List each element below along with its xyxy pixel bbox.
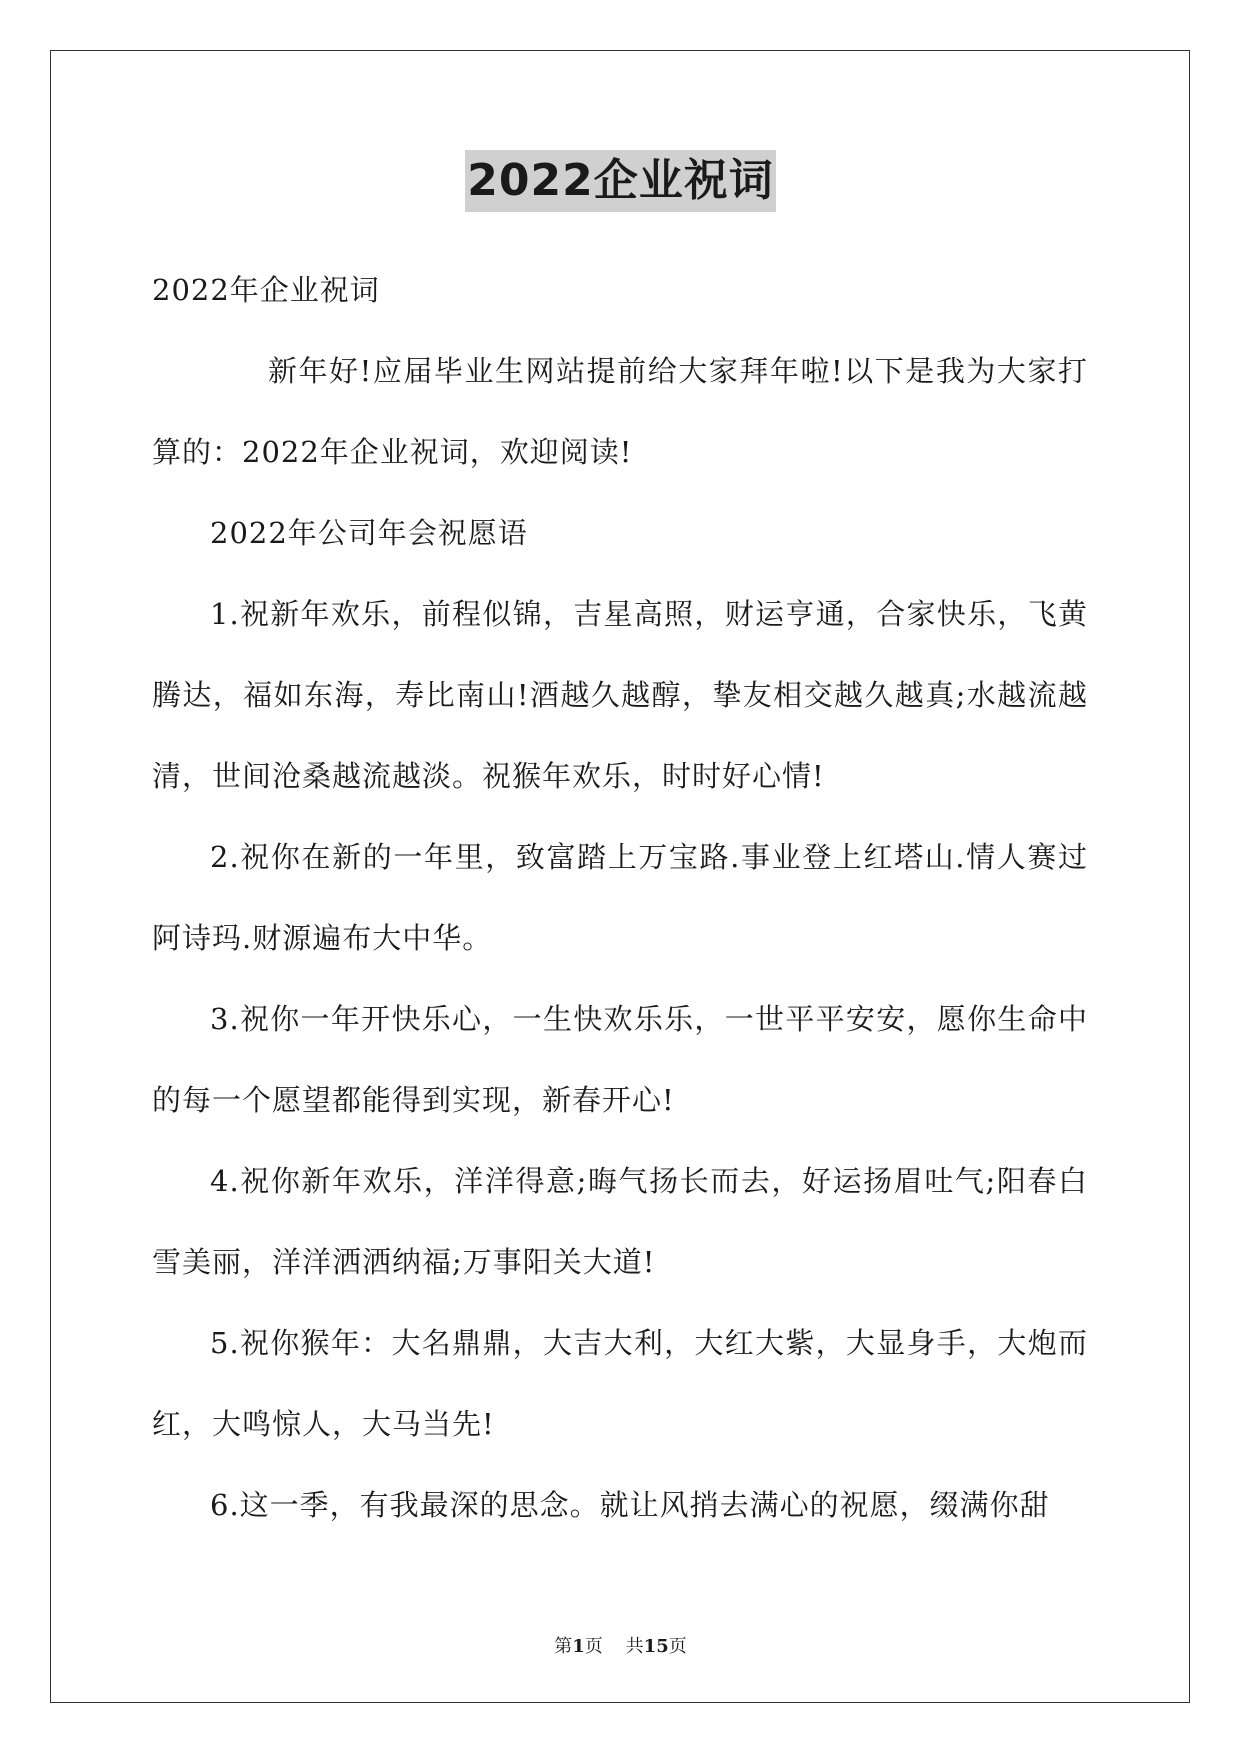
paragraph-heading: 2022年企业祝词 <box>152 273 380 307</box>
footer-page-number: 1 <box>572 1636 585 1657</box>
paragraph-wish-4: 4.祝你新年欢乐，洋洋得意;晦气扬长而去，好运扬眉吐气;阳春白雪美丽，洋洋洒洒纳福;万事阳关大道! <box>152 1164 1088 1279</box>
paragraph-intro: 新年好!应届毕业生网站提前给大家拜年啦!以下是我为大家打算的：2022年企业祝词，欢迎阅读! <box>152 354 1088 469</box>
footer-page-prefix: 第 <box>554 1636 573 1657</box>
paragraph-wish-3: 3.祝你一年开快乐心，一生快欢乐乐，一世平平安安，愿你生命中的每一个愿望都能得到实现，新春开心! <box>152 1002 1088 1117</box>
title-container <box>0 150 1241 212</box>
paragraph-wish-6: 6.这一季，有我最深的思念。就让风捎去满心的祝愿，缀满你甜 <box>210 1488 1050 1522</box>
page-footer <box>0 1632 1241 1658</box>
document-title: 2022企业祝词 <box>465 150 775 212</box>
paragraph-wish-1: 1.祝新年欢乐，前程似锦，吉星高照，财运亨通，合家快乐，飞黄腾达，福如东海，寿比南山!酒越久越醇，挚友相交越久越真;水越流越清，世间沧桑越流越淡。祝猴年欢乐，时时好心情! <box>152 597 1088 793</box>
paragraph-subheading: 2022年公司年会祝愿语 <box>210 516 528 550</box>
footer-total-pages: 15 <box>643 1636 669 1657</box>
footer-page-suffix: 页 <box>584 1636 603 1657</box>
footer-total-prefix: 共 <box>625 1636 644 1657</box>
document-body <box>152 250 1088 1546</box>
paragraph-wish-2: 2.祝你在新的一年里，致富踏上万宝路.事业登上红塔山.情人赛过阿诗玛.财源遍布大中华。 <box>152 840 1088 955</box>
footer-total-suffix: 页 <box>668 1636 687 1657</box>
paragraph-wish-5: 5.祝你猴年：大名鼎鼎，大吉大利，大红大紫，大显身手，大炮而红，大鸣惊人，大马当先! <box>152 1326 1088 1441</box>
